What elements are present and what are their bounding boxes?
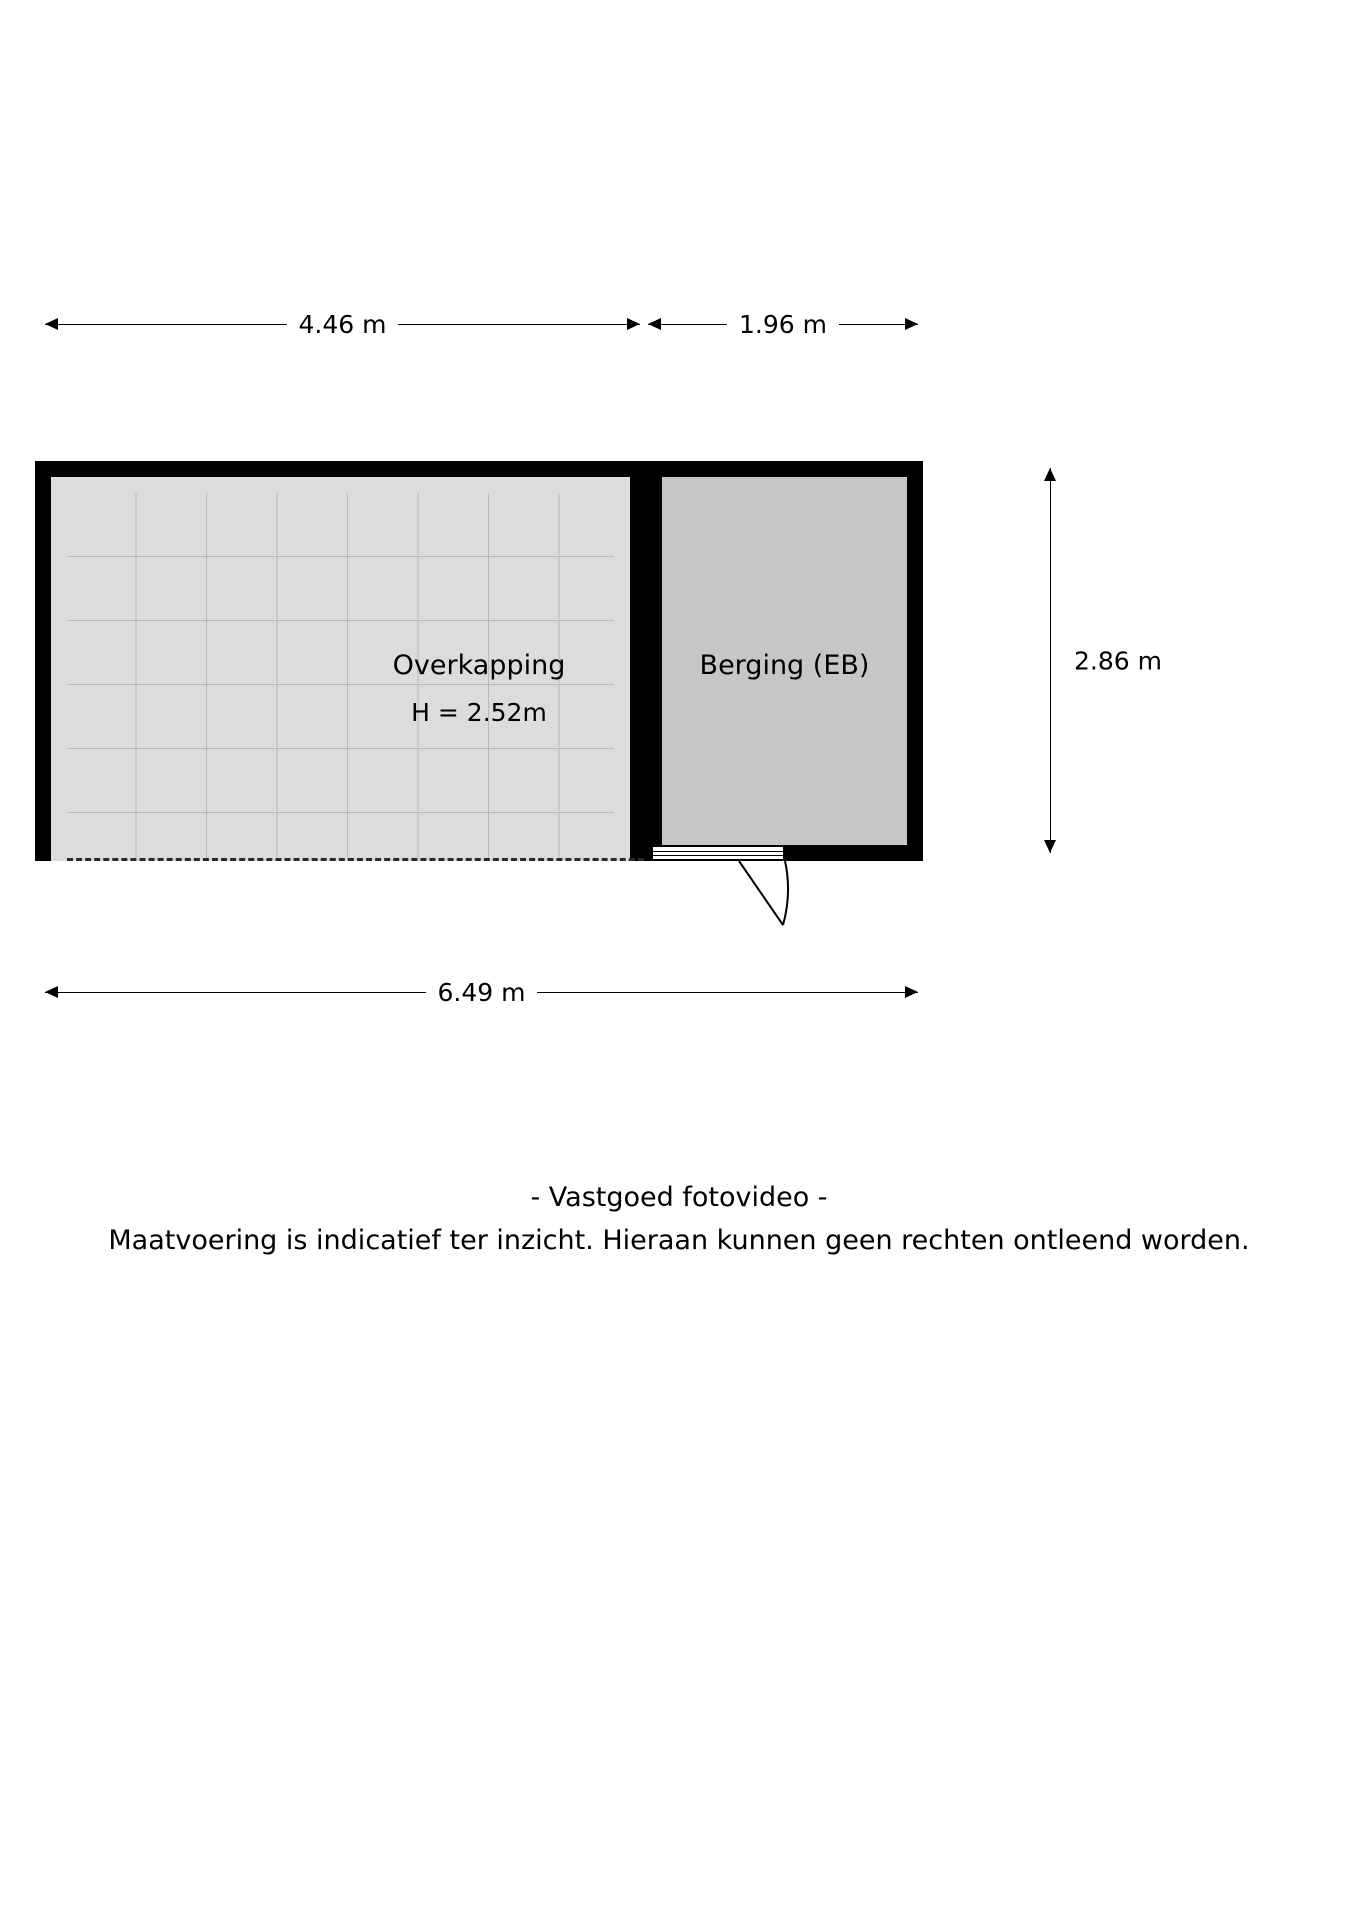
arrow-left-icon (45, 318, 58, 330)
arrow-right-icon (627, 318, 640, 330)
footer-credit: - Vastgoed fotovideo - (530, 1182, 828, 1213)
arrow-left-icon (648, 318, 661, 330)
footer-disclaimer: Maatvoering is indicatief ter inzicht. Hieraan kunnen geen rechten ontleend worden. (108, 1225, 1250, 1256)
room-overkapping-height: H = 2.52m (411, 698, 547, 728)
arrow-right-icon (905, 318, 918, 330)
open-side-dashed-line (67, 858, 662, 861)
dimension-top-right (648, 309, 918, 339)
plan-body (35, 461, 923, 861)
arrow-down-icon (1044, 840, 1056, 853)
arrow-left-icon (45, 986, 58, 998)
dimension-bottom (45, 977, 918, 1007)
dimension-top-right-label: 1.96 m (727, 312, 839, 337)
room-overkapping-name: Overkapping (392, 650, 566, 681)
arrow-up-icon (1044, 468, 1056, 481)
dimension-line (1050, 468, 1051, 853)
dimension-right-label: 2.86 m (1074, 642, 1162, 679)
footer (0, 1182, 1358, 1256)
dimension-right (1038, 468, 1162, 853)
dimension-top-left-label: 4.46 m (287, 312, 399, 337)
dimension-top-left (45, 309, 640, 339)
room-berging-name: Berging (EB) (699, 650, 870, 681)
dimension-bottom-label: 6.49 m (426, 980, 538, 1005)
arrow-right-icon (905, 986, 918, 998)
room-berging-label (646, 646, 923, 685)
door-swing-arc-icon (651, 859, 801, 929)
door-berging (651, 845, 801, 925)
